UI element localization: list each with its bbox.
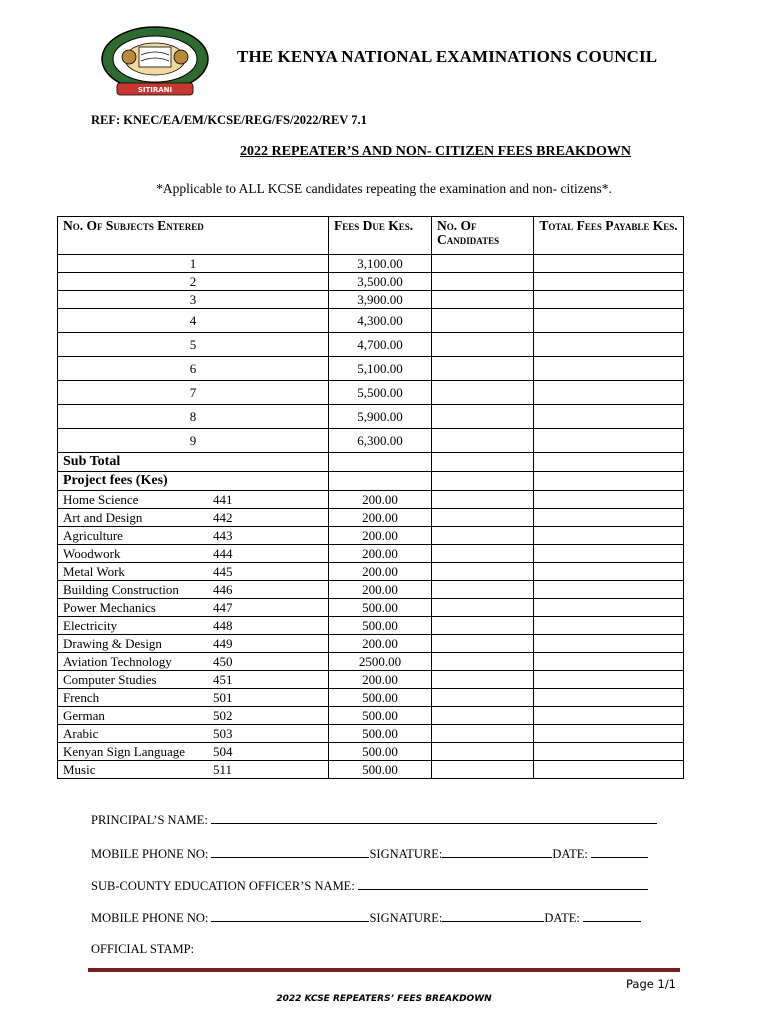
project-row: [58, 635, 684, 653]
subject-count-row: [58, 333, 684, 357]
project-code: 444: [213, 546, 233, 561]
candidates-cell[interactable]: [432, 509, 534, 527]
project-row: [58, 725, 684, 743]
project-subject: [58, 743, 329, 761]
candidates-cell[interactable]: [432, 357, 534, 381]
project-row: [58, 761, 684, 779]
project-name: Kenyan Sign Language: [63, 744, 186, 759]
candidates-cell[interactable]: [432, 381, 534, 405]
officer-phone-row: [91, 909, 641, 926]
project-code: 443: [213, 528, 233, 543]
project-subject: [58, 563, 329, 581]
total-cell[interactable]: [534, 563, 684, 581]
project-row: [58, 527, 684, 545]
subject-count-row: [58, 273, 684, 291]
officer-date-field[interactable]: [583, 909, 641, 922]
project-row: [58, 653, 684, 671]
project-subject: [58, 491, 329, 509]
header-subjects: No. Of Subjects Entered: [58, 217, 329, 255]
subject-count-row: [58, 291, 684, 309]
candidates-cell[interactable]: [432, 761, 534, 779]
project-name: Art and Design: [63, 510, 143, 525]
project-row: [58, 563, 684, 581]
candidates-cell[interactable]: [432, 333, 534, 357]
project-name: Home Science: [63, 492, 139, 507]
subject-count-row: [58, 429, 684, 453]
project-row: [58, 599, 684, 617]
subject-count-row: [58, 255, 684, 273]
project-subject: [58, 617, 329, 635]
signature-label: SIGNATURE:: [369, 847, 443, 861]
project-subject: [58, 635, 329, 653]
sub-total-candidates: [432, 453, 534, 472]
total-cell[interactable]: [534, 381, 684, 405]
principal-phone-row: [91, 845, 648, 862]
project-code: 451: [213, 672, 233, 687]
project-name: Aviation Technology: [63, 654, 172, 669]
knec-logo: [99, 25, 211, 101]
officer-signature-field[interactable]: [442, 909, 544, 922]
candidates-cell[interactable]: [432, 653, 534, 671]
candidates-cell[interactable]: [432, 671, 534, 689]
project-fee: 200.00: [329, 491, 432, 509]
total-cell[interactable]: [534, 333, 684, 357]
total-cell[interactable]: [534, 273, 684, 291]
sub-total-total: [534, 453, 684, 472]
subject-count-row: [58, 309, 684, 333]
project-subject: [58, 653, 329, 671]
total-cell[interactable]: [534, 405, 684, 429]
project-subject: [58, 725, 329, 743]
project-row: [58, 545, 684, 563]
fee-due: 4,700.00: [329, 333, 432, 357]
project-row: [58, 689, 684, 707]
total-cell[interactable]: [534, 491, 684, 509]
candidates-cell[interactable]: [432, 725, 534, 743]
date-field[interactable]: [591, 845, 648, 858]
project-fees-label: Project fees (Kes): [58, 472, 329, 491]
project-name: French: [63, 690, 100, 705]
candidates-cell[interactable]: [432, 405, 534, 429]
fee-due: 5,900.00: [329, 405, 432, 429]
candidates-cell[interactable]: [432, 255, 534, 273]
candidates-cell[interactable]: [432, 309, 534, 333]
project-subject: [58, 599, 329, 617]
project-subject: [58, 689, 329, 707]
project-row: [58, 743, 684, 761]
mobile-phone-label: MOBILE PHONE NO:: [91, 847, 209, 861]
candidates-cell[interactable]: [432, 545, 534, 563]
project-subject: [58, 761, 329, 779]
project-code: 502: [213, 708, 233, 723]
fee-due: 6,300.00: [329, 429, 432, 453]
total-cell[interactable]: [534, 635, 684, 653]
fee-due: 5,100.00: [329, 357, 432, 381]
project-code: 511: [213, 762, 233, 777]
subject-count-row: [58, 357, 684, 381]
applicability-note: *Applicable to ALL KCSE candidates repeating the examination and non- citizens*.: [156, 181, 612, 196]
header-fees-due: Fees Due Kes.: [329, 217, 432, 255]
subject-count: 9: [58, 429, 329, 453]
project-fee: 200.00: [329, 563, 432, 581]
total-cell[interactable]: [534, 545, 684, 563]
project-fee: 500.00: [329, 725, 432, 743]
project-code: 447: [213, 600, 233, 615]
project-fee: 500.00: [329, 599, 432, 617]
project-name: German: [63, 708, 105, 723]
project-code: 442: [213, 510, 233, 525]
project-code: 449: [213, 636, 233, 651]
project-name: Building Construction: [63, 582, 179, 597]
project-code: 450: [213, 654, 233, 669]
footer-text: 2022 KCSE REPEATERS’ FEES BREAKDOWN: [276, 994, 492, 1004]
project-row: [58, 581, 684, 599]
project-fees-row: [58, 472, 684, 491]
table-header-row: [58, 217, 684, 255]
svg-text:SITIRANI: SITIRANI: [137, 86, 173, 94]
officer-name-row: [91, 877, 648, 894]
project-fee: 200.00: [329, 545, 432, 563]
project-name: Woodwork: [63, 546, 121, 561]
candidates-cell[interactable]: [432, 599, 534, 617]
principal-name-field[interactable]: [211, 811, 657, 824]
mobile-phone-field[interactable]: [211, 845, 369, 858]
subject-count: 4: [58, 309, 329, 333]
project-fee: 500.00: [329, 707, 432, 725]
candidates-cell[interactable]: [432, 291, 534, 309]
candidates-cell[interactable]: [432, 563, 534, 581]
project-fees-total: [534, 472, 684, 491]
sub-total-fee: [329, 453, 432, 472]
project-name: Agriculture: [63, 528, 123, 543]
subject-count: 3: [58, 291, 329, 309]
project-row: [58, 509, 684, 527]
officer-name-field[interactable]: [358, 877, 648, 890]
candidates-cell[interactable]: [432, 689, 534, 707]
candidates-cell[interactable]: [432, 707, 534, 725]
total-cell[interactable]: [534, 357, 684, 381]
project-code: 501: [213, 690, 233, 705]
project-subject: [58, 581, 329, 599]
project-name: Power Mechanics: [63, 600, 156, 615]
project-subject: [58, 707, 329, 725]
total-cell[interactable]: [534, 617, 684, 635]
subject-count: 1: [58, 255, 329, 273]
officer-mobile-phone-label: MOBILE PHONE NO:: [91, 911, 209, 925]
subject-count-row: [58, 405, 684, 429]
project-name: Metal Work: [63, 564, 125, 579]
candidates-cell[interactable]: [432, 273, 534, 291]
subject-count: 8: [58, 405, 329, 429]
project-fee: 500.00: [329, 743, 432, 761]
project-fee: 2500.00: [329, 653, 432, 671]
total-cell[interactable]: [534, 509, 684, 527]
project-fee: 200.00: [329, 635, 432, 653]
candidates-cell[interactable]: [432, 527, 534, 545]
project-code: 503: [213, 726, 233, 741]
org-title: THE KENYA NATIONAL EXAMINATIONS COUNCIL: [237, 47, 658, 66]
officer-name-label: SUB-COUNTY EDUCATION OFFICER’S NAME:: [91, 879, 355, 893]
project-name: Computer Studies: [63, 672, 157, 687]
project-code: 445: [213, 564, 233, 579]
fee-due: 5,500.00: [329, 381, 432, 405]
principal-name-row: [91, 811, 657, 828]
header-total: Total Fees Payable Kes.: [534, 217, 684, 255]
subject-count: 7: [58, 381, 329, 405]
page-number: Page 1/1: [626, 977, 677, 991]
project-subject: [58, 671, 329, 689]
project-name: Drawing & Design: [63, 636, 162, 651]
officer-signature-label: SIGNATURE:: [369, 911, 443, 925]
total-cell[interactable]: [534, 581, 684, 599]
candidates-cell[interactable]: [432, 429, 534, 453]
project-name: Arabic: [63, 726, 99, 741]
total-cell[interactable]: [534, 599, 684, 617]
project-fee: 200.00: [329, 671, 432, 689]
project-row: [58, 671, 684, 689]
project-fee: 200.00: [329, 581, 432, 599]
officer-mobile-phone-field[interactable]: [211, 909, 369, 922]
project-fee: 200.00: [329, 527, 432, 545]
official-stamp-label: OFFICIAL STAMP:: [91, 942, 195, 956]
subject-count-row: [58, 381, 684, 405]
signature-field[interactable]: [442, 845, 552, 858]
sub-total-row: [58, 453, 684, 472]
project-name: Music: [63, 762, 96, 777]
date-label: DATE:: [552, 847, 588, 861]
total-cell[interactable]: [534, 743, 684, 761]
fee-due: 4,300.00: [329, 309, 432, 333]
total-cell[interactable]: [534, 653, 684, 671]
header-candidates: No. Of Candidates: [432, 217, 534, 255]
candidates-cell[interactable]: [432, 617, 534, 635]
project-fee: 500.00: [329, 689, 432, 707]
candidates-cell[interactable]: [432, 743, 534, 761]
candidates-cell[interactable]: [432, 635, 534, 653]
project-row: [58, 617, 684, 635]
total-cell[interactable]: [534, 291, 684, 309]
reference-number: REF: KNEC/EA/EM/KCSE/REG/FS/2022/REV 7.1: [91, 113, 367, 127]
subject-count: 5: [58, 333, 329, 357]
subject-count: 6: [58, 357, 329, 381]
project-subject: [58, 527, 329, 545]
project-subject: [58, 545, 329, 563]
fee-due: 3,500.00: [329, 273, 432, 291]
project-row: [58, 491, 684, 509]
candidates-cell[interactable]: [432, 581, 534, 599]
project-name: Electricity: [63, 618, 118, 633]
project-code: 441: [213, 492, 233, 507]
total-cell[interactable]: [534, 725, 684, 743]
project-code: 448: [213, 618, 233, 633]
total-cell[interactable]: [534, 309, 684, 333]
project-code: 504: [213, 744, 233, 759]
project-code: 446: [213, 582, 233, 597]
fees-table: [57, 216, 684, 779]
fee-due: 3,900.00: [329, 291, 432, 309]
project-fees-fee: [329, 472, 432, 491]
total-cell[interactable]: [534, 671, 684, 689]
total-cell[interactable]: [534, 689, 684, 707]
total-cell[interactable]: [534, 527, 684, 545]
footer-rule: [88, 968, 680, 972]
officer-date-label: DATE:: [544, 911, 580, 925]
total-cell[interactable]: [534, 255, 684, 273]
project-fees-candidates: [432, 472, 534, 491]
principal-name-label: PRINCIPAL’S NAME:: [91, 813, 208, 827]
total-cell[interactable]: [534, 707, 684, 725]
sub-total-label: Sub Total: [58, 453, 329, 472]
document-title: 2022 REPEATER’S AND NON- CITIZEN FEES BREAKDOWN: [240, 144, 632, 159]
project-fee: 200.00: [329, 509, 432, 527]
candidates-cell[interactable]: [432, 491, 534, 509]
total-cell[interactable]: [534, 761, 684, 779]
project-row: [58, 707, 684, 725]
fee-due: 3,100.00: [329, 255, 432, 273]
project-fee: 500.00: [329, 617, 432, 635]
project-fee: 500.00: [329, 761, 432, 779]
subject-count: 2: [58, 273, 329, 291]
project-subject: [58, 509, 329, 527]
total-cell[interactable]: [534, 429, 684, 453]
